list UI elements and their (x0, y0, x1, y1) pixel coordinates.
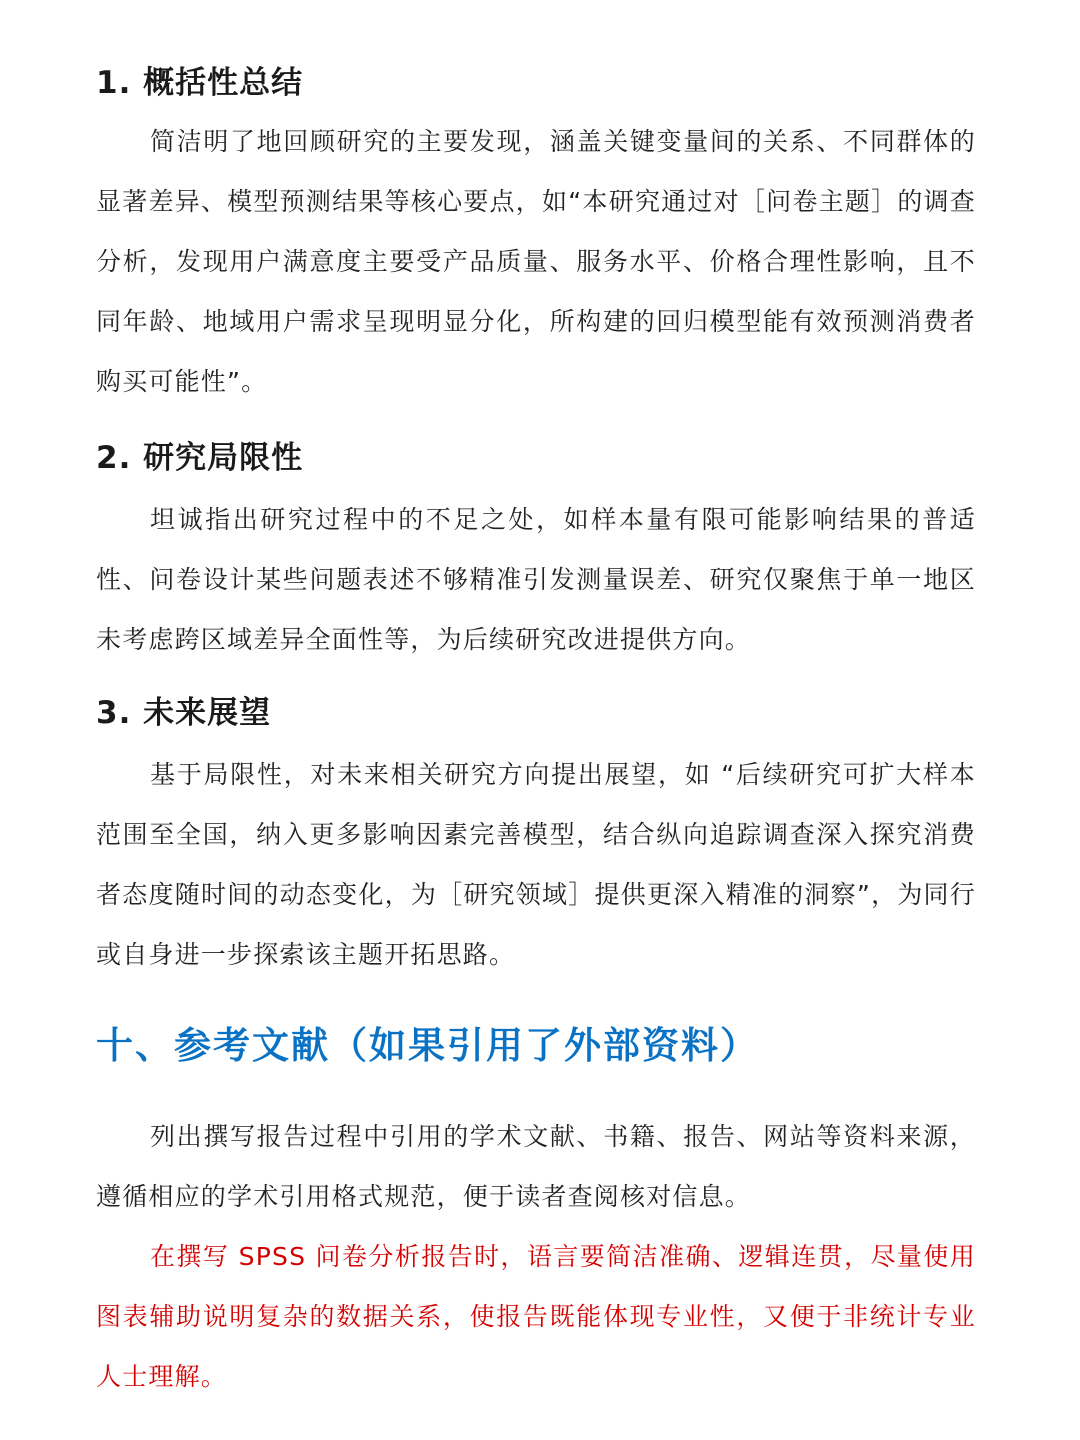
subsection-title-limitations: 2. 研究局限性 (96, 440, 304, 476)
subsection-title-outlook: 3. 未来展望 (96, 695, 272, 731)
subsection-body-outlook: 基于局限性，对未来相关研究方向提出展望，如 “后续研究可扩大样本范围至全国，纳入更多影响因素完善模型，结合纵向追踪调查深入探究消费者态度随时间的动态变化，为［研究领域］提供更深入精准的洞察”，为同行或自身进一步探索该主题开拓思路。 (96, 760, 976, 969)
subsection-title-summary: 1. 概括性总结 (96, 65, 304, 101)
subsection-body-summary: 简洁明了地回顾研究的主要发现，涵盖关键变量间的关系、不同群体的显著差异、模型预测结果等核心要点，如“本研究通过对［问卷主题］的调查分析，发现用户满意度主要受产品质量、服务水平、价格合理性影响，且不同年龄、地域用户需求呈现明显分化，所构建的回归模型能有效预测消费者购买可能性”。 (96, 127, 976, 396)
references-body: 列出撰写报告过程中引用的学术文献、书籍、报告、网站等资料来源，遵循相应的学术引用格式规范，便于读者查阅核对信息。 (96, 1122, 976, 1211)
closing-note: 在撰写 SPSS 问卷分析报告时，语言要简洁准确、逻辑连贯，尽量使用图表辅助说明复杂的数据关系，使报告既能体现专业性，又便于非统计专业人士理解。 (96, 1242, 976, 1391)
section-heading-references: 十、参考文献（如果引用了外部资料） (96, 1024, 759, 1067)
subsection-body-limitations: 坦诚指出研究过程中的不足之处，如样本量有限可能影响结果的普适性、问卷设计某些问题表述不够精准引发测量误差、研究仅聚焦于单一地区未考虑跨区域差异全面性等，为后续研究改进提供方向。 (96, 505, 976, 654)
